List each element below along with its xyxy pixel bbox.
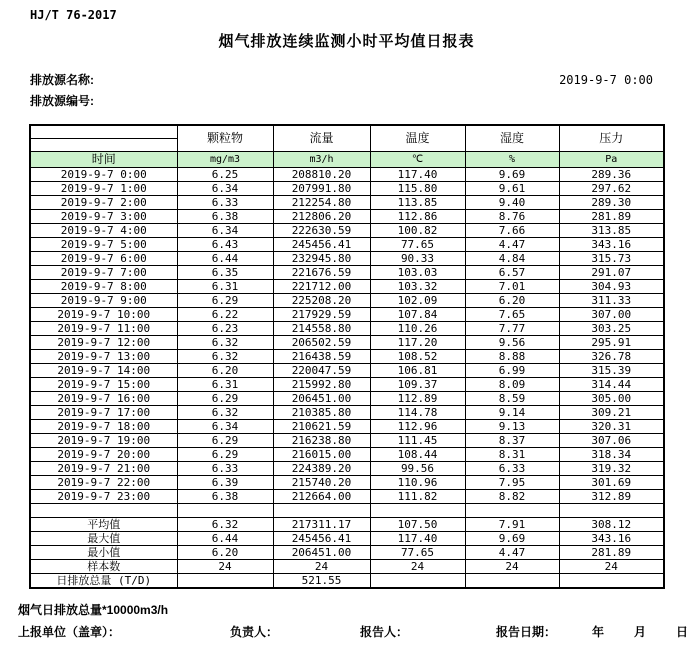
value-cell: 214558.80 [273,321,370,335]
value-cell: 320.31 [559,419,664,433]
hourly-rows-body [30,167,664,503]
value-cell: 305.00 [559,391,664,405]
hourly-row [30,237,664,251]
value-cell: 8.37 [465,433,559,447]
hourly-row [30,475,664,489]
value-cell: 6.99 [465,363,559,377]
row-label-cell: 最小值 [30,545,177,559]
value-cell: 24 [465,559,559,573]
value-cell: 9.69 [465,531,559,545]
value-cell: 6.29 [177,433,273,447]
value-cell: 90.33 [370,251,465,265]
value-cell: 326.78 [559,349,664,363]
value-cell: 206451.00 [273,391,370,405]
row-label-cell: 2019-9-7 15:00 [30,377,177,391]
hourly-row [30,447,664,461]
row-label-cell: 2019-9-7 6:00 [30,251,177,265]
value-cell: 311.33 [559,293,664,307]
report-table [29,124,665,589]
hourly-row [30,349,664,363]
value-cell [370,573,465,588]
row-label-cell: 平均值 [30,517,177,531]
row-label-cell: 日排放总量 (T/D) [30,573,177,588]
value-cell: 222630.59 [273,223,370,237]
row-label-cell: 2019-9-7 19:00 [30,433,177,447]
value-cell: 4.47 [465,545,559,559]
value-cell: 113.85 [370,195,465,209]
unit-pressure: Pa [559,151,664,167]
value-cell: 6.33 [177,195,273,209]
value-cell: 295.91 [559,335,664,349]
hourly-row [30,489,664,503]
value-cell: 6.20 [177,363,273,377]
row-label-cell: 最大值 [30,531,177,545]
value-cell: 108.44 [370,447,465,461]
value-cell: 6.33 [177,461,273,475]
value-cell: 8.88 [465,349,559,363]
value-cell: 6.34 [177,223,273,237]
unit-temperature: ℃ [370,151,465,167]
year-label: 年 [592,624,605,639]
value-cell: 9.14 [465,405,559,419]
source-no-label: 排放源编号: [30,94,94,108]
value-cell: 289.30 [559,195,664,209]
row-label-cell: 2019-9-7 16:00 [30,391,177,405]
row-label-cell: 2019-9-7 22:00 [30,475,177,489]
hourly-row [30,279,664,293]
value-cell: 216438.59 [273,349,370,363]
value-cell: 225208.20 [273,293,370,307]
value-cell: 6.44 [177,251,273,265]
hourly-row [30,265,664,279]
value-cell: 307.00 [559,307,664,321]
report-unit-label: 上报单位（盖章）： [18,624,121,639]
report-date-label: 报告日期： [496,624,557,639]
hourly-row [30,391,664,405]
value-cell: 115.80 [370,181,465,195]
signature-row [0,623,693,641]
spacer-body [30,503,664,517]
value-cell: 112.89 [370,391,465,405]
column-header-flow: 流量 [273,125,370,151]
value-cell: 312.89 [559,489,664,503]
hourly-row [30,223,664,237]
row-label-cell: 2019-9-7 2:00 [30,195,177,209]
value-cell: 6.39 [177,475,273,489]
value-cell: 216015.00 [273,447,370,461]
summary-row [30,517,664,531]
value-cell: 6.29 [177,391,273,405]
value-cell: 208810.20 [273,167,370,181]
value-cell: 114.78 [370,405,465,419]
value-cell: 245456.41 [273,237,370,251]
value-cell: 9.56 [465,335,559,349]
row-label-cell: 2019-9-7 10:00 [30,307,177,321]
value-cell: 8.76 [465,209,559,223]
value-cell: 304.93 [559,279,664,293]
value-cell: 7.65 [465,307,559,321]
value-cell: 8.31 [465,447,559,461]
value-cell: 6.22 [177,307,273,321]
value-cell: 6.29 [177,447,273,461]
value-cell: 289.36 [559,167,664,181]
value-cell: 7.77 [465,321,559,335]
row-label-cell: 2019-9-7 4:00 [30,223,177,237]
value-cell [559,573,664,588]
value-cell: 221676.59 [273,265,370,279]
value-cell: 217929.59 [273,307,370,321]
hourly-row [30,335,664,349]
value-cell: 291.07 [559,265,664,279]
hourly-row [30,195,664,209]
value-cell: 206451.00 [273,545,370,559]
blank-cell [273,503,370,517]
value-cell: 9.61 [465,181,559,195]
blank-cell [370,503,465,517]
blank-cell [177,503,273,517]
value-cell: 6.34 [177,181,273,195]
value-cell: 103.03 [370,265,465,279]
total-emission-note: 烟气日排放总量*10000m3/h [18,602,169,617]
unit-flow: m3/h [273,151,370,167]
row-label-cell: 2019-9-7 8:00 [30,279,177,293]
value-cell: 6.25 [177,167,273,181]
summary-row [30,573,664,588]
value-cell: 281.89 [559,209,664,223]
column-header-humidity: 湿度 [465,125,559,151]
value-cell: 6.43 [177,237,273,251]
row-label-cell: 2019-9-7 0:00 [30,167,177,181]
value-cell: 9.13 [465,419,559,433]
row-label-cell: 2019-9-7 5:00 [30,237,177,251]
column-header-pm: 颗粒物 [177,125,273,151]
value-cell: 111.82 [370,489,465,503]
value-cell: 6.38 [177,209,273,223]
value-cell: 6.38 [177,489,273,503]
source-name-label: 排放源名称: [30,73,94,87]
source-no-row [30,92,653,110]
value-cell: 297.62 [559,181,664,195]
value-cell: 6.20 [177,545,273,559]
value-cell: 245456.41 [273,531,370,545]
value-cell: 100.82 [370,223,465,237]
hourly-row [30,321,664,335]
value-cell: 315.73 [559,251,664,265]
header-row-top [30,125,664,138]
value-cell: 4.84 [465,251,559,265]
row-label-cell: 样本数 [30,559,177,573]
hourly-row [30,419,664,433]
value-cell: 343.16 [559,237,664,251]
row-label-cell: 2019-9-7 21:00 [30,461,177,475]
value-cell: 319.32 [559,461,664,475]
value-cell: 343.16 [559,531,664,545]
row-label-cell: 2019-9-7 18:00 [30,419,177,433]
column-header-pressure: 压力 [559,125,664,151]
value-cell: 6.23 [177,321,273,335]
row-label-cell: 2019-9-7 23:00 [30,489,177,503]
row-label-cell: 2019-9-7 20:00 [30,447,177,461]
value-cell: 6.31 [177,377,273,391]
value-cell: 6.20 [465,293,559,307]
value-cell: 6.32 [177,405,273,419]
value-cell: 224389.20 [273,461,370,475]
value-cell: 6.57 [465,265,559,279]
hourly-row [30,167,664,181]
value-cell: 6.31 [177,279,273,293]
value-cell: 212806.20 [273,209,370,223]
value-cell: 314.44 [559,377,664,391]
row-label-cell: 2019-9-7 14:00 [30,363,177,377]
time-column-header: 时间 [30,151,177,167]
time-header-empty-top [30,125,177,138]
value-cell: 77.65 [370,545,465,559]
value-cell: 220047.59 [273,363,370,377]
summary-row [30,531,664,545]
value-cell: 206502.59 [273,335,370,349]
page-title: 烟气排放连续监测小时平均值日报表 [218,33,475,50]
value-cell: 106.81 [370,363,465,377]
hourly-row [30,307,664,321]
summary-row [30,545,664,559]
blank-row [30,503,664,517]
reporter-label: 报告人： [360,624,409,639]
unit-humidity: % [465,151,559,167]
value-cell: 207991.80 [273,181,370,195]
row-label-cell: 2019-9-7 13:00 [30,349,177,363]
report-datetime: 2019-9-7 0:00 [559,73,653,87]
value-cell [177,573,273,588]
value-cell: 24 [177,559,273,573]
value-cell: 8.59 [465,391,559,405]
hourly-row [30,461,664,475]
hourly-row [30,181,664,195]
value-cell [465,573,559,588]
value-cell: 110.96 [370,475,465,489]
value-cell: 232945.80 [273,251,370,265]
value-cell: 110.26 [370,321,465,335]
hourly-row [30,405,664,419]
value-cell: 112.96 [370,419,465,433]
value-cell: 212664.00 [273,489,370,503]
value-cell: 7.91 [465,517,559,531]
value-cell: 215992.80 [273,377,370,391]
value-cell: 309.21 [559,405,664,419]
value-cell: 102.09 [370,293,465,307]
value-cell: 7.66 [465,223,559,237]
value-cell: 108.52 [370,349,465,363]
row-label-cell: 2019-9-7 9:00 [30,293,177,307]
value-cell: 107.50 [370,517,465,531]
column-header-temperature: 温度 [370,125,465,151]
day-label: 日 [676,624,689,639]
value-cell: 6.35 [177,265,273,279]
value-cell: 521.55 [273,573,370,588]
value-cell: 109.37 [370,377,465,391]
units-row [30,151,664,167]
value-cell: 117.40 [370,167,465,181]
value-cell: 7.95 [465,475,559,489]
value-cell: 221712.00 [273,279,370,293]
hourly-row [30,377,664,391]
hourly-row [30,209,664,223]
value-cell: 215740.20 [273,475,370,489]
hourly-row [30,251,664,265]
value-cell: 217311.17 [273,517,370,531]
value-cell: 6.29 [177,293,273,307]
value-cell: 9.69 [465,167,559,181]
responsible-label: 负责人： [230,624,279,639]
value-cell: 6.44 [177,531,273,545]
value-cell: 107.84 [370,307,465,321]
value-cell: 313.85 [559,223,664,237]
value-cell: 8.09 [465,377,559,391]
value-cell: 24 [370,559,465,573]
row-label-cell: 2019-9-7 3:00 [30,209,177,223]
value-cell: 216238.80 [273,433,370,447]
value-cell: 9.40 [465,195,559,209]
value-cell: 303.25 [559,321,664,335]
value-cell: 301.69 [559,475,664,489]
value-cell: 308.12 [559,517,664,531]
hourly-row [30,363,664,377]
value-cell: 77.65 [370,237,465,251]
value-cell: 6.32 [177,335,273,349]
value-cell: 99.56 [370,461,465,475]
value-cell: 112.86 [370,209,465,223]
row-label-cell: 2019-9-7 12:00 [30,335,177,349]
value-cell: 117.20 [370,335,465,349]
value-cell: 210621.59 [273,419,370,433]
value-cell: 24 [559,559,664,573]
value-cell: 24 [273,559,370,573]
value-cell: 4.47 [465,237,559,251]
value-cell: 307.06 [559,433,664,447]
value-cell: 8.82 [465,489,559,503]
row-label-cell: 2019-9-7 7:00 [30,265,177,279]
value-cell: 315.39 [559,363,664,377]
value-cell: 7.01 [465,279,559,293]
blank-cell [559,503,664,517]
value-cell: 6.34 [177,419,273,433]
summary-rows-body [30,517,664,588]
standard-code: HJ/T 76-2017 [30,8,117,22]
value-cell: 318.34 [559,447,664,461]
unit-pm: mg/m3 [177,151,273,167]
value-cell: 111.45 [370,433,465,447]
value-cell: 6.33 [465,461,559,475]
summary-row [30,559,664,573]
hourly-row [30,433,664,447]
value-cell: 6.32 [177,349,273,363]
value-cell: 210385.80 [273,405,370,419]
value-cell: 6.32 [177,517,273,531]
value-cell: 117.40 [370,531,465,545]
blank-cell [30,503,177,517]
row-label-cell: 2019-9-7 17:00 [30,405,177,419]
time-header-empty-bottom [30,138,177,151]
month-label: 月 [634,624,647,639]
row-label-cell: 2019-9-7 11:00 [30,321,177,335]
row-label-cell: 2019-9-7 1:00 [30,181,177,195]
value-cell: 103.32 [370,279,465,293]
value-cell: 212254.80 [273,195,370,209]
source-name-row [30,71,653,88]
hourly-row [30,293,664,307]
blank-cell [465,503,559,517]
value-cell: 281.89 [559,545,664,559]
